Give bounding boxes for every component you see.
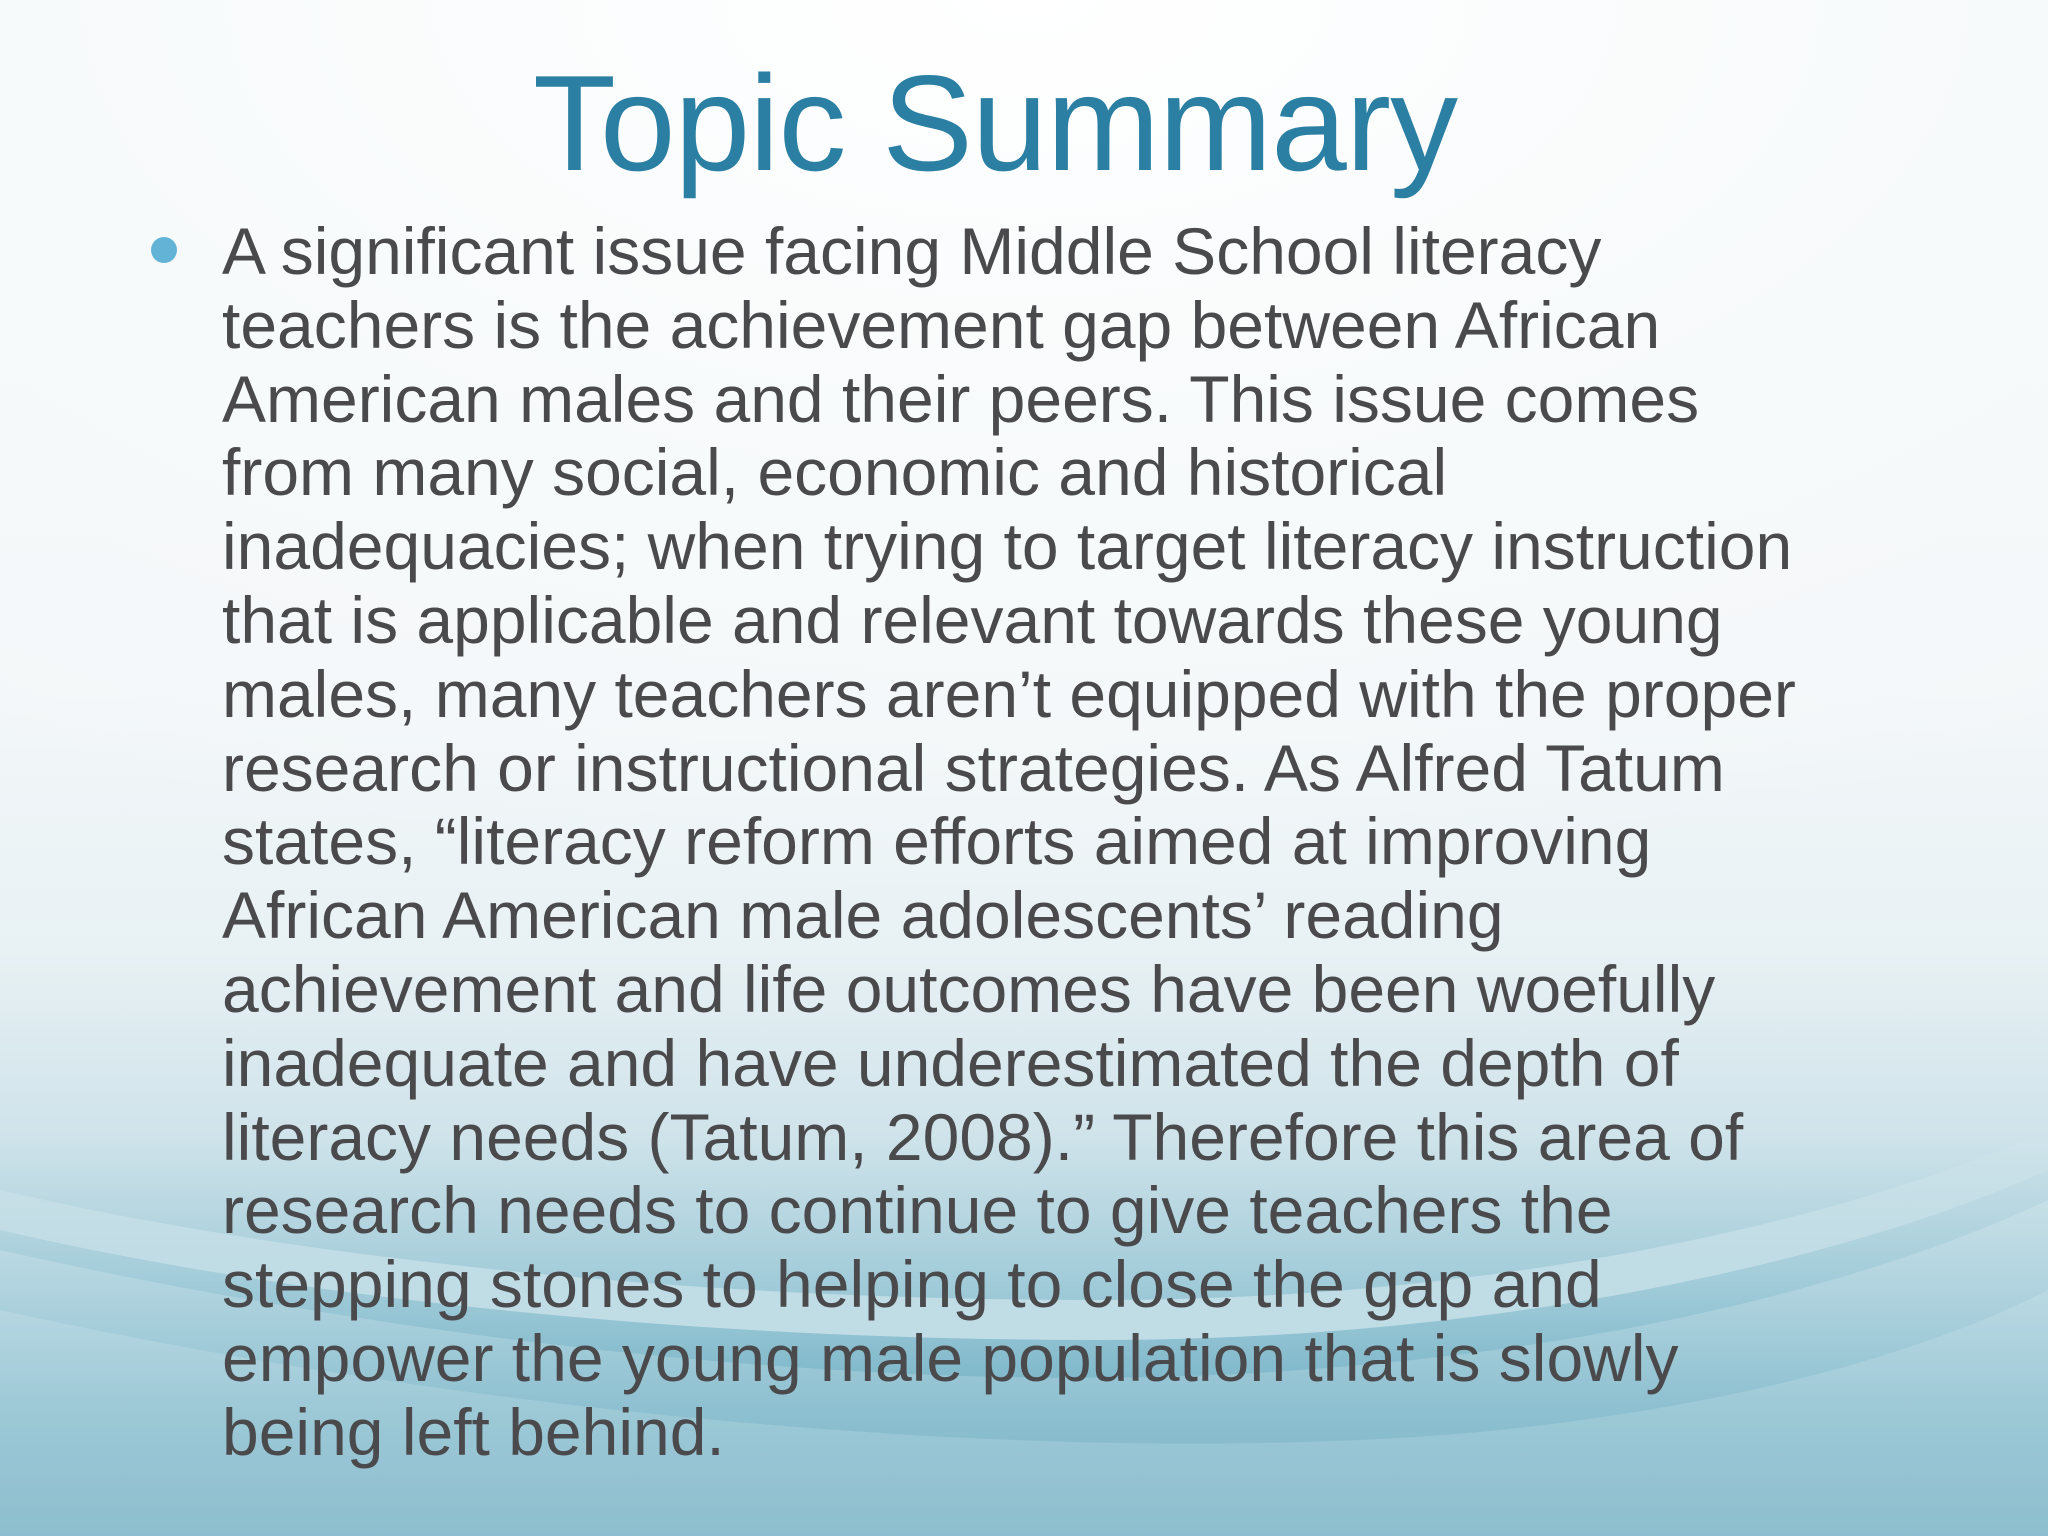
bullet-text: A significant issue facing Middle School literacy teachers is the achievement gap between African American males and their peers. This issue comes from many social, economic and historical inadequacies; when trying to target literacy instruction that is applicable and relevant towards these young males, many teachers aren’t equipped with the proper research or instructional strategies. As Alfred Tatum states, “literacy reform efforts aimed at improving African American male adolescents’ reading achievement and life outcomes have been woefully inadequate and have underestimated the depth of literacy needs (Tatum, 2008).” Therefore this area of research needs to continue to give teachers the stepping stones to helping to close the gap and empower the young male population that is slowly being left behind.	[222, 214, 1796, 1469]
slide-title: Topic Summary	[532, 47, 1458, 199]
bullet-dot-icon	[151, 237, 177, 263]
